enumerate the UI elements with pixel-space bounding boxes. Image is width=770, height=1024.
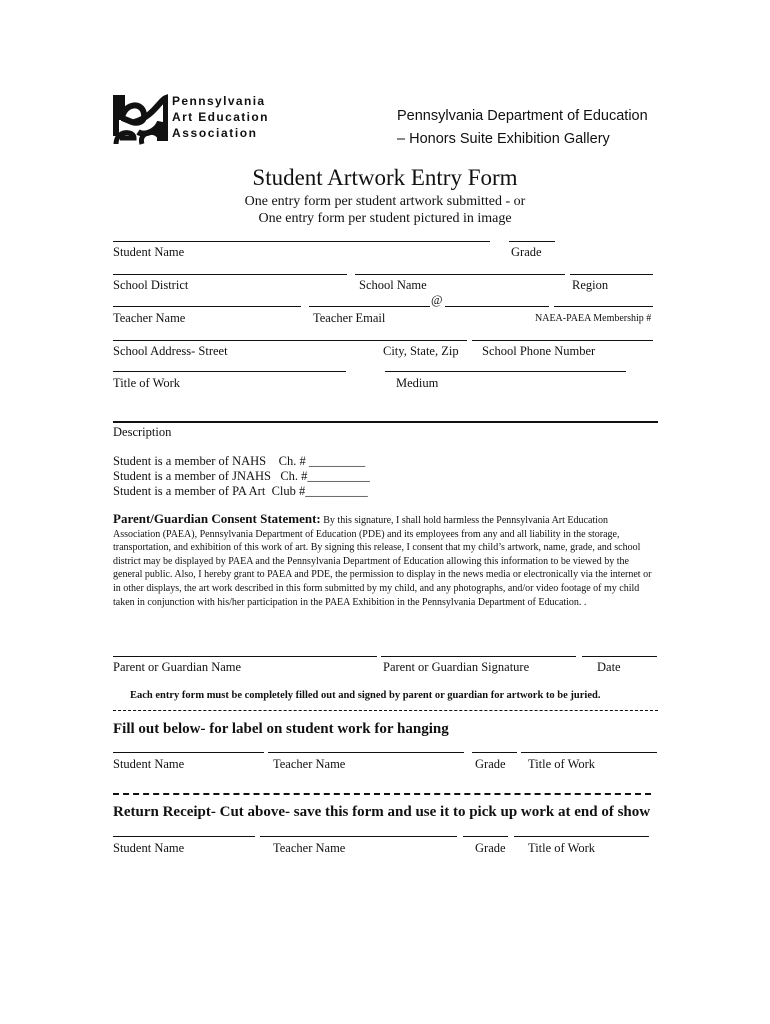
cut-line-1 — [113, 710, 658, 711]
description-label: Description — [113, 425, 172, 439]
membership-nahs: Student is a member of NAHS Ch. # _________ — [113, 454, 366, 468]
juried-notice: Each entry form must be completely filled out and signed by parent or guardian for artwork to be juried. — [130, 690, 601, 701]
label-teacher-name-label: Teacher Name — [273, 757, 346, 771]
receipt-student-name-label: Student Name — [113, 841, 185, 855]
title-of-work-field[interactable] — [113, 371, 346, 372]
date-label: Date — [597, 660, 621, 674]
parent-signature-label: Parent or Guardian Signature — [383, 660, 530, 674]
teacher-name-field[interactable] — [113, 306, 301, 307]
school-district-label: School District — [113, 278, 189, 292]
student-name-field[interactable] — [113, 241, 490, 242]
grade-label: Grade — [511, 245, 542, 259]
receipt-grade-field[interactable] — [463, 836, 508, 837]
label-grade-label: Grade — [475, 757, 506, 771]
page-title: Student Artwork Entry Form — [252, 165, 518, 190]
region-label: Region — [572, 278, 609, 292]
subtitle-line2: One entry form per student pictured in image — [258, 211, 512, 226]
membership-pa-art-club: Student is a member of PA Art Club #__________ — [113, 484, 368, 498]
student-name-label: Student Name — [113, 245, 185, 259]
consent-heading: Parent/Guardian Consent Statement: — [113, 511, 321, 526]
teacher-email-domain-field[interactable] — [445, 306, 549, 307]
school-name-label: School Name — [359, 278, 427, 292]
receipt-title-of-work-field[interactable] — [514, 836, 649, 837]
label-student-name-label: Student Name — [113, 757, 185, 771]
phone-label: School Phone Number — [482, 344, 596, 358]
label-title-of-work-field[interactable] — [521, 752, 657, 753]
receipt-title-of-work-label: Title of Work — [528, 841, 596, 855]
medium-field[interactable] — [385, 371, 626, 372]
label-teacher-name-field[interactable] — [268, 752, 464, 753]
label-grade-field[interactable] — [472, 752, 517, 753]
logo-text-line3: Association — [172, 126, 258, 140]
region-field[interactable] — [570, 274, 653, 275]
address-label: School Address- Street — [113, 344, 228, 358]
school-name-field[interactable] — [355, 274, 565, 275]
consent-statement — [113, 512, 653, 609]
teacher-name-label: Teacher Name — [113, 311, 186, 325]
membership-jnahs: Student is a member of JNAHS Ch. #__________ — [113, 469, 370, 483]
receipt-grade-label: Grade — [475, 841, 506, 855]
membership-field[interactable] — [554, 306, 653, 307]
membership-label: NAEA-PAEA Membership # — [535, 313, 652, 324]
header-org-line1: Pennsylvania Department of Education — [397, 108, 648, 124]
receipt-section-heading: Return Receipt- Cut above- save this form and use it to pick up work at end of show — [113, 804, 651, 820]
parent-name-field[interactable] — [113, 656, 377, 657]
consent-body: By this signature, I shall hold harmless the Pennsylvania Art Education Association (PAEA), Pennsylvania Department of Education (PDE) and its employees from any and all liability in the storage, transportation, and exhibition of this work of art. By signing this release, I consent that my child’s artwork, name, grade, and school district may be displayed by PAEA and the Pennsylvania Department of Education allowing this information to be viewed by the general public. Also, I hereby grant to PAEA and PDE, the permission to display in the news media or electronically via the internet or in other displays, the art work described in this form submitted by my child, and any photographs, and/or video footage of my child taken in conjunction with his/her participation in the PAEA Exhibition in the Pennsylvania Department of Education. . — [113, 515, 652, 608]
parent-signature-field[interactable] — [381, 656, 576, 657]
cut-line-2 — [113, 793, 651, 795]
teacher-email-label: Teacher Email — [313, 311, 386, 325]
school-district-field[interactable] — [113, 274, 347, 275]
receipt-teacher-name-label: Teacher Name — [273, 841, 346, 855]
teacher-email-user-field[interactable] — [309, 306, 430, 307]
logo-text-line1: Pennsylvania — [172, 94, 266, 108]
receipt-student-name-field[interactable] — [113, 836, 255, 837]
description-field[interactable] — [113, 421, 658, 423]
grade-field[interactable] — [509, 241, 555, 242]
label-student-name-field[interactable] — [113, 752, 264, 753]
email-at-sign: @ — [431, 293, 443, 307]
paea-logo — [112, 92, 282, 148]
title-of-work-label: Title of Work — [113, 376, 181, 390]
label-section-heading: Fill out below- for label on student work for hanging — [113, 721, 449, 737]
address-field[interactable] — [113, 340, 467, 341]
subtitle-line1: One entry form per student artwork submitted - or — [244, 194, 526, 209]
parent-name-label: Parent or Guardian Name — [113, 660, 242, 674]
logo-text-line2: Art Education — [172, 110, 269, 124]
paea-logo-mark-icon — [112, 92, 168, 148]
header-org-line2: – Honors Suite Exhibition Gallery — [397, 131, 610, 147]
label-title-of-work-label: Title of Work — [528, 757, 596, 771]
receipt-teacher-name-field[interactable] — [260, 836, 457, 837]
phone-field[interactable] — [472, 340, 653, 341]
date-field[interactable] — [582, 656, 657, 657]
city-label: City, State, Zip — [383, 344, 459, 358]
medium-label: Medium — [396, 376, 439, 390]
